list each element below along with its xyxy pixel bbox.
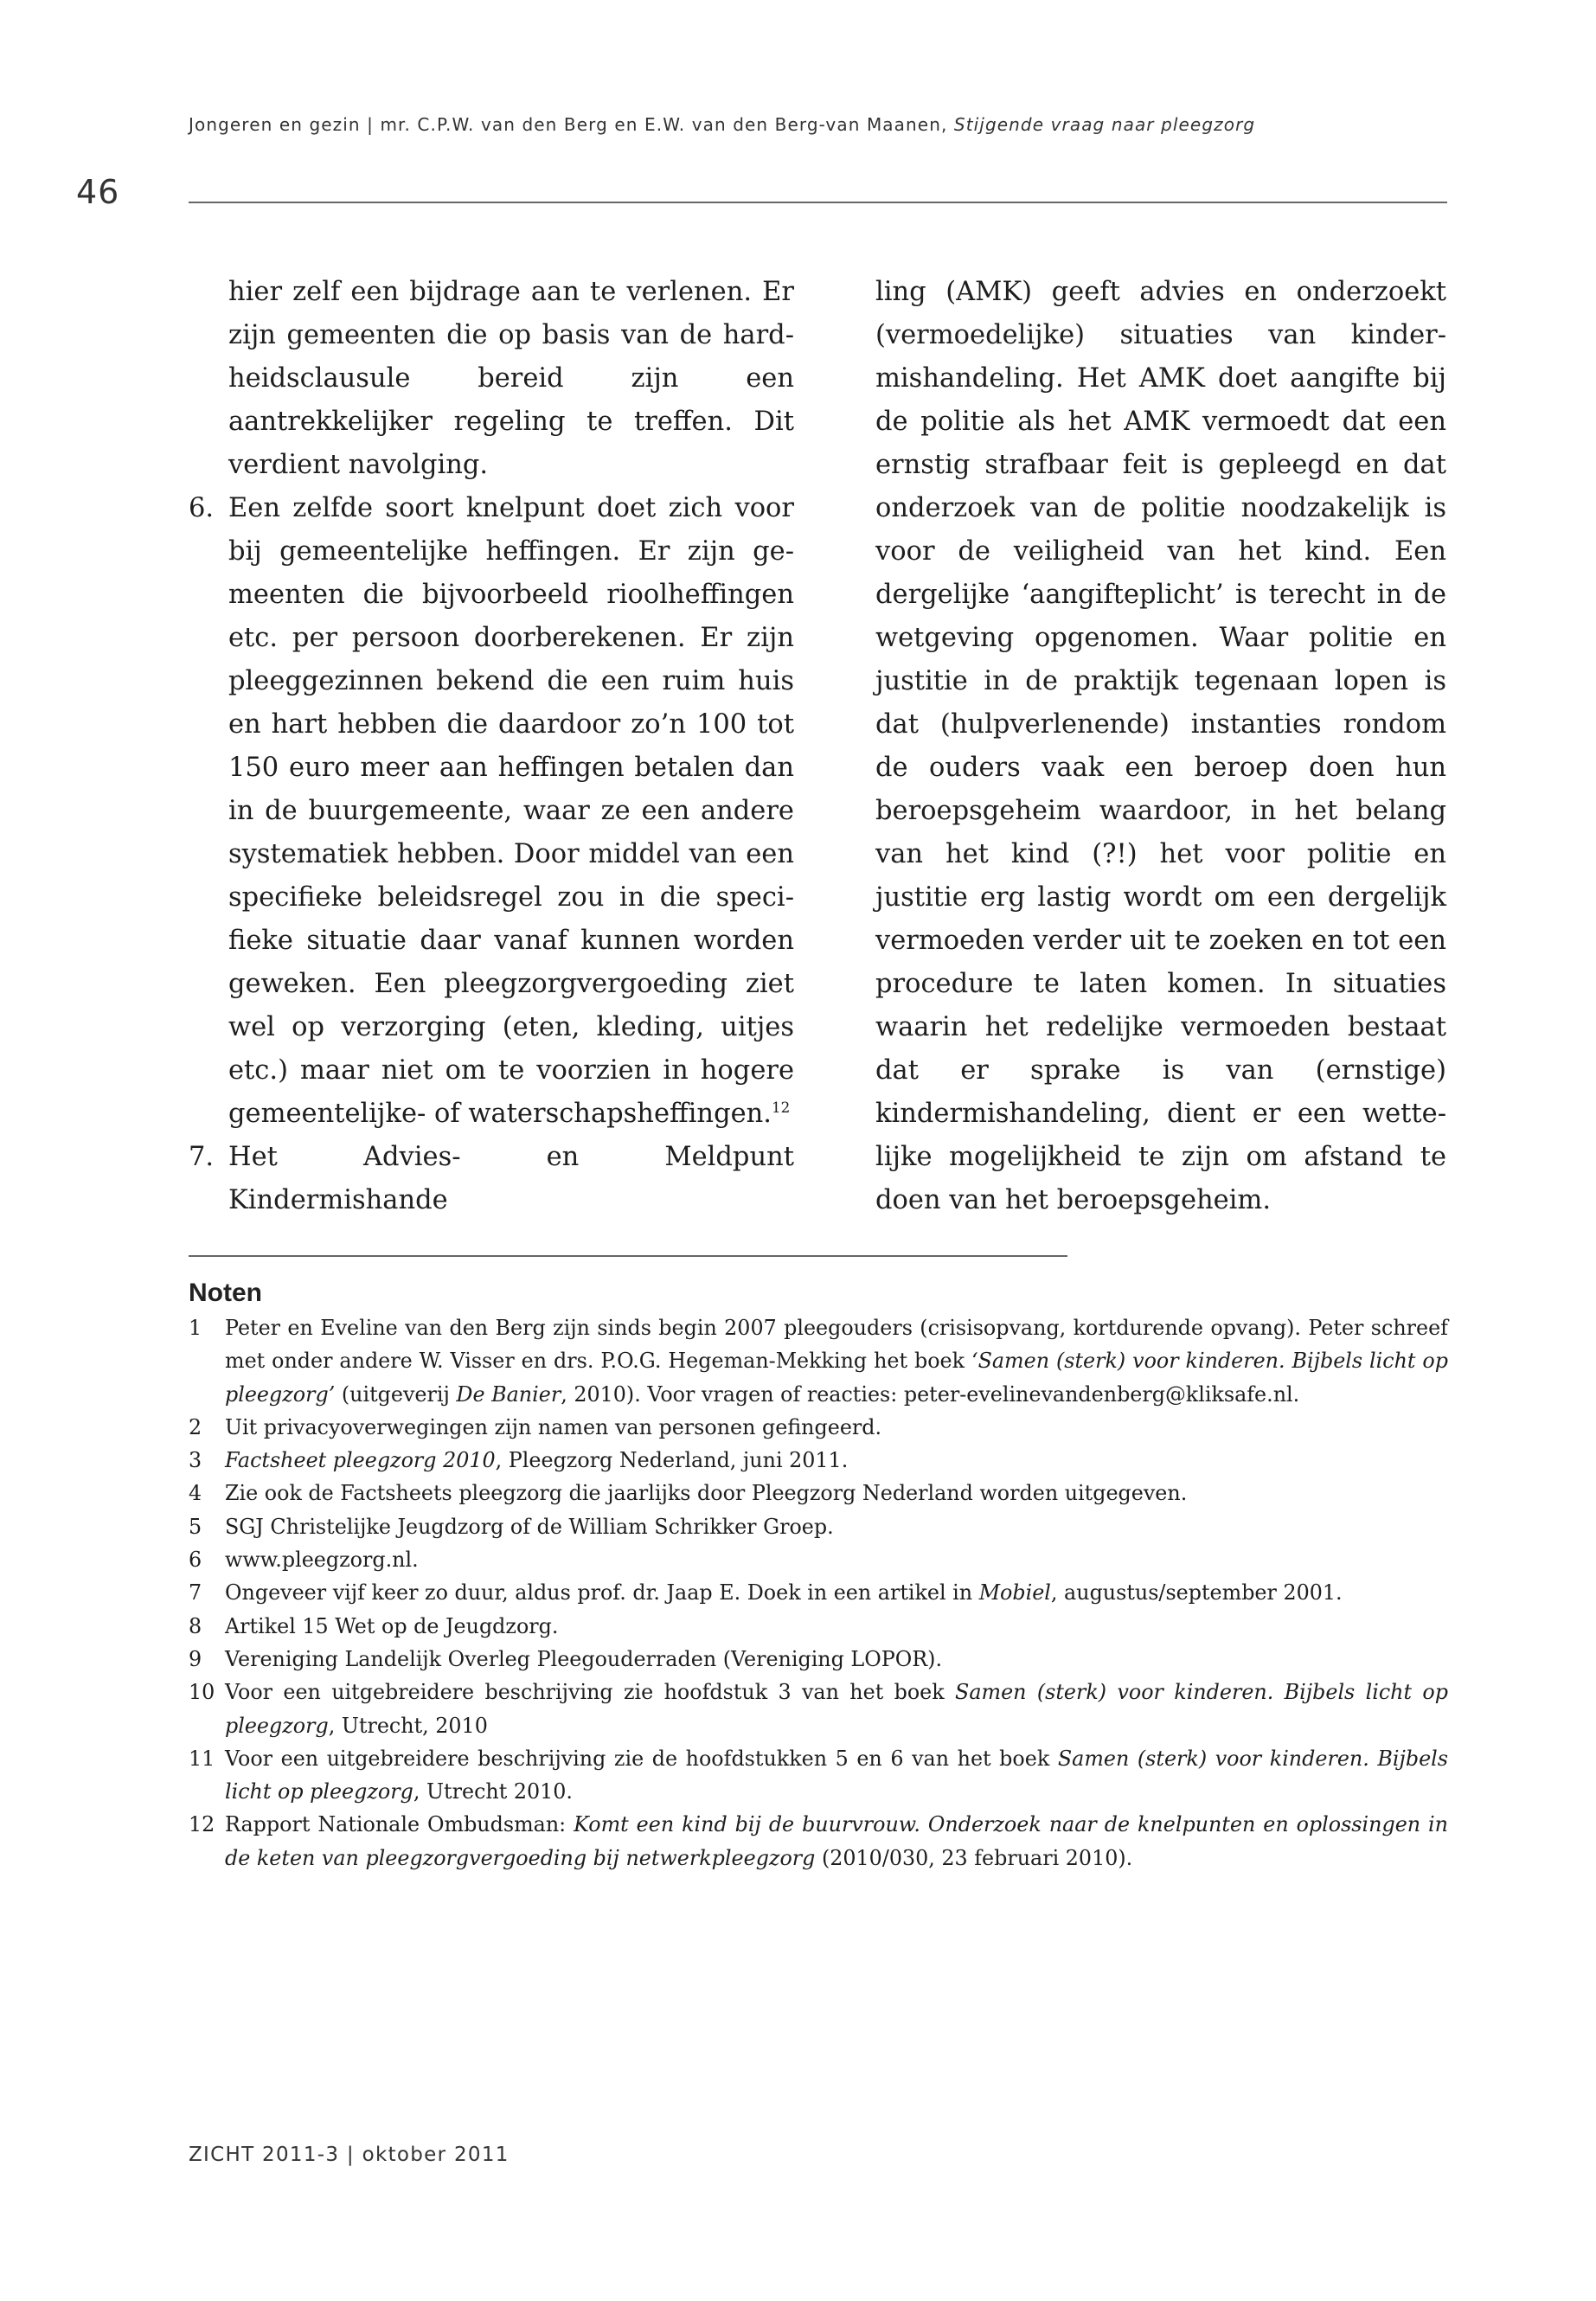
note-number: 7 [189, 1580, 202, 1606]
note-10 [189, 1676, 1448, 1742]
note-7 [189, 1576, 1448, 1609]
header-divider [189, 202, 1447, 203]
note-url[interactable]: www.pleegzorg.nl. [225, 1548, 419, 1573]
page-number: 46 [76, 173, 120, 211]
note-4 [189, 1477, 1448, 1509]
footnote-ref-12[interactable]: 12 [771, 1098, 791, 1116]
note-text: Zie ook de Factsheets pleegzorg die jaarlijks door Pleegzorg Nederland worden uitgegeven. [225, 1481, 1188, 1506]
note-text-part: Voor een uitgebreidere beschrijving zie hoofdstuk 3 van het boek [225, 1680, 956, 1705]
note-number: 3 [189, 1448, 202, 1473]
note-text [225, 1311, 1448, 1411]
note-text: SGJ Christelijke Jeugdzorg of de William Schrikker Groep. [225, 1514, 834, 1539]
note-text-part: , 2010). Voor vragen of reacties: peter-evelinevandenberg@kliksafe.nl. [561, 1381, 1300, 1407]
notes-heading: Noten [189, 1279, 262, 1307]
note-publisher: De Banier [456, 1381, 561, 1407]
note-text-part: Voor een uitgebreidere beschrijving zie de hoofdstukken 5 en 6 van het boek [225, 1746, 1058, 1771]
note-text [225, 1676, 1448, 1742]
body-column-left [189, 271, 794, 1222]
running-head [189, 114, 1452, 135]
note-text-part: (uitgeverij [335, 1381, 457, 1407]
note-number: 6 [189, 1548, 202, 1573]
note-number: 2 [189, 1414, 202, 1439]
notes-divider [189, 1255, 1067, 1257]
note-3 [189, 1444, 1448, 1477]
note-1 [189, 1311, 1448, 1411]
note-12 [189, 1808, 1448, 1875]
note-number: 8 [189, 1613, 202, 1638]
footer-journal-issue: ZICHT 2011-3 | oktober 2011 [189, 2144, 510, 2166]
note-11 [189, 1742, 1448, 1809]
note-number: 4 [189, 1481, 202, 1506]
note-number: 5 [189, 1514, 202, 1539]
note-book-title: Samen (sterk) voor kinderen. Bijbels licht op pleegzorg [225, 1680, 1448, 1738]
note-number: 9 [189, 1646, 202, 1671]
note-text-part: (2010/030, 23 februari 2010). [815, 1845, 1133, 1870]
list-item-7-text: Het Advies- en Meldpunt Kindermishande [228, 1142, 794, 1215]
running-head-authors: Jongeren en gezin | mr. C.P.W. van den Berg en E.W. van den Berg-van Maanen, [189, 114, 948, 135]
intro-text: hier zelf een bijdrage aan te verlenen. Er zijn gemeenten die op basis van de hardheidsclausule bereid zijn een aantrekkelijker regeling te treffen. Dit verdient navolging. [228, 277, 794, 480]
note-book-title: ‘Samen (sterk) voor kinderen. Bijbels licht op pleegzorg’ [225, 1349, 1448, 1407]
note-doc-title: Factsheet pleegzorg 2010 [225, 1448, 496, 1473]
note-text: Uit privacyoverwegingen zijn namen van personen gefingeerd. [225, 1414, 882, 1439]
list-item-6-text: Een zelfde soort knelpunt doet zich voor bij gemeentelijke heffingen. Er zijn gemeenten die bijvoorbeeld rioolheffingen etc. per persoon doorberekenen. Er zijn pleeggezinnen bekend die een ruim huis en hart hebben die daardoor zo’n 100 tot 150 euro meer aan heffingen betalen dan in de buurgemeente, waar ze een andere systematiek hebben. Door middel van een specifieke beleidsregel zou in die specifieke situatie daar vanaf kunnen worden geweken. Een pleegzorgvergoeding ziet wel op verzorging (eten, kleding, uitjes etc.) maar niet om te voorzien in hogere gemeentelijke- of waterschapsheffingen. [228, 493, 794, 1129]
note-report-title: Komt een kind bij de buurvrouw. Onderzoek naar de knelpunten en oplossingen in de keten van pleegzorgvergoeding bij netwerkpleegzorg [225, 1812, 1448, 1870]
note-6 [189, 1543, 1448, 1576]
note-text-part: , Pleegzorg Nederland, juni 2011. [495, 1448, 849, 1473]
note-text-part: , augustus/september 2001. [1050, 1580, 1343, 1606]
note-text: Vereniging Landelijk Overleg Pleegouderraden (Vereniging LOPOR). [225, 1646, 943, 1671]
notes-list [189, 1311, 1448, 1875]
note-text: Artikel 15 Wet op de Jeugdzorg. [225, 1613, 559, 1638]
body-paragraph-right: ling (AMK) geeft advies en onderzoekt (vermoedelijke) situaties van kinder- mishandeling. Het AMK doet aangifte bij de politie als het AMK vermoedt dat een ernstig strafbaar feit is gepleegd en dat onderzoek van de politie noodzakelijk is voor de veiligheid van het kind. Een dergelijke ‘aangifteplicht’ is terecht in de wetgeving opgenomen. Waar politie en justitie in de praktijk tegenaan lopen is dat (hulpverlenende) instanties rondom de ouders vaak een beroep doen hun beroepsgeheim waardoor, in het belang van het kind (?!) het voor politie en justitie erg lastig wordt om een dergelijk vermoeden verder uit te zoeken en tot een procedure te laten komen. In situaties waarin het redelijke vermoeden bestaat dat er sprake is van (ernstige) kindermishandeling, dient er een wettelijke mogelijkheid te zijn om afstand te doen van het beroepsgeheim. [875, 277, 1446, 1215]
list-item-6-number: 6. [189, 493, 215, 523]
list-item-7-number: 7. [189, 1142, 215, 1172]
note-number: 10 [189, 1680, 215, 1705]
list-item-7 [189, 1136, 794, 1222]
note-number: 11 [189, 1746, 215, 1771]
note-text-part: , Utrecht, 2010 [328, 1713, 488, 1738]
body-paragraph-intro [189, 271, 794, 487]
note-9 [189, 1643, 1448, 1676]
note-text [225, 1808, 1448, 1875]
note-book-title: Samen (sterk) voor kinderen. Bijbels licht op pleegzorg [225, 1746, 1448, 1804]
note-text-part: , Utrecht 2010. [413, 1779, 573, 1804]
note-8 [189, 1610, 1448, 1643]
note-text [225, 1444, 1448, 1477]
note-number: 1 [189, 1316, 202, 1340]
note-text-part: Ongeveer vijf keer zo duur, aldus prof. dr. Jaap E. Doek in een artikel in [225, 1580, 979, 1606]
note-text [225, 1576, 1448, 1609]
note-magazine-title: Mobiel [978, 1580, 1051, 1606]
body-column-right [875, 271, 1446, 1222]
note-text [225, 1742, 1448, 1809]
note-2 [189, 1411, 1448, 1444]
note-5 [189, 1510, 1448, 1543]
list-item-6 [189, 487, 794, 1136]
note-text-part: Rapport Nationale Ombudsman: [225, 1812, 574, 1837]
note-number: 12 [189, 1812, 215, 1837]
running-head-title: Stijgende vraag naar pleegzorg [953, 114, 1256, 135]
note-text-part: Peter en Eveline van den Berg zijn sinds begin 2007 pleegouders (crisisopvang, kortdurende opvang). Peter schreef met onder andere W. Visser en drs. P.O.G. Hegeman-Mekking het boek [225, 1316, 1448, 1374]
